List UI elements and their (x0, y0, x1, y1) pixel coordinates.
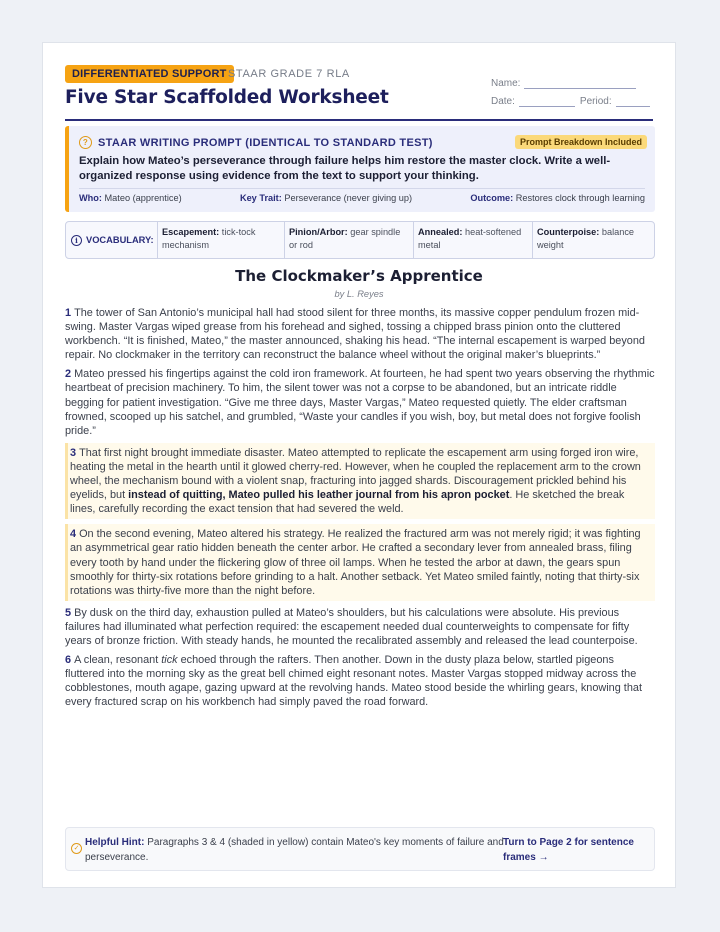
paragraph-number: 3 (70, 446, 77, 459)
paragraph-number: 6 (65, 654, 72, 667)
prompt-breakdown-pill: Prompt Breakdown Included (515, 135, 647, 149)
key-evidence-text: instead of quitting, Mateo pulled his leather journal from his apron pocket (128, 489, 510, 502)
info-icon: i (71, 235, 82, 246)
paragraph-2: 2 Mateo pressed his fingertips against the cold iron framework. At fourteen, he had spent two years observing the rhythmic heartbeat of precision machinery. To him, the silent tower was not a corpse to be abandoned, but an intricate riddle begging for patient investigation. “Give me three days, Master Vargas,” Mateo requested quietly. The elder craftsman frowned, scooped up his satchel, and grumbled, “Waste your candles if you wish, boy, but metal does not forgive foolish pride.” (65, 368, 655, 437)
prompt-outcome: Outcome: Restores clock through learning (470, 193, 645, 203)
prompt-breakdown (79, 188, 645, 203)
story-author: by L. Reyes (334, 289, 384, 299)
student-fields (491, 71, 657, 107)
paragraph-5: 5 By dusk on the third day, exhaustion pulled at Mateo’s shoulders, but his calculations were absolute. His previous failures had illuminated what perfection required: the escapement needed dual counterweights to compensate for fifty years of bronze friction. With steady hands, he mounted the recalibrated assembly and released the lead counterpoise. (65, 606, 638, 647)
vocab-term-annealed: Annealed: heat-softened metal (413, 222, 532, 258)
name-field[interactable] (524, 80, 636, 89)
paragraph-4-highlighted: 4 On the second evening, Mateo altered his strategy. He realized the fractured arm was not merely rigid; it was fighting an asymmetrical gear ratio hidden beneath the center arbor. He crafted a secondary lever from annealed brass, filing every tooth by hand under the flickering glow of three oil lamps. When he tested the arbor at dawn, the gears spun smoothly for thirty-six rotations before grinding to a halt. Another setback. Yet Mateo smiled faintly, noting that thirty-six rotations was thirty-five more than the night before. (65, 524, 655, 600)
paragraph-3-highlighted: 3 That first night brought immediate disaster. Mateo attempted to replicate the escapement arm using forged iron wire, heating the metal in the hearth until it glowed cherry-red. However, when he coupled the replacement arm to the crown wheel, the mechanism bound with a violent snap, fracturing into jagged shards. Discouragement prickled behind his eyelids, but instead of quitting, Mateo pulled his leather journal from his apron pocket. He sketched the break lines, carefully recording the exact tension that had severed the weld. (65, 443, 655, 519)
period-field[interactable] (616, 98, 650, 107)
worksheet-page (42, 42, 676, 888)
vocab-term-escapement: Escapement: tick-tock mechanism (157, 222, 284, 258)
story-text (65, 306, 655, 714)
date-field[interactable] (519, 98, 575, 107)
paragraph-6: 6 A clean, resonant tick echoed through the rafters. Then another. Down in the dusty plaza below, startled pigeons fluttered into the morning sky as the great bell chimed eight resonant notes. Master Vargas stopped midway across the cobblestones, mouth agape, gazing upward at the revolving hands. Mateo stood beside the whirling gears, knowing that every fractured scrap on his workbench had simply paved the road forward. (65, 654, 642, 709)
prompt-key-trait: Key Trait: Perseverance (never giving up) (239, 193, 413, 203)
paragraph-number: 4 (70, 528, 77, 541)
helpful-hint-box (65, 827, 655, 871)
date-label: Date: (491, 96, 515, 107)
page-title: Five Star Scaffolded Worksheet (65, 87, 389, 108)
worksheet-header (65, 63, 653, 121)
prompt-heading-text: STAAR WRITING PROMPT (IDENTICAL TO STANDARD TEST) (98, 136, 433, 149)
vocab-term-pinion-arbor: Pinion/Arbor: gear spindle or rod (284, 222, 413, 258)
writing-prompt-box (65, 126, 655, 212)
prompt-text: Explain how Mateo’s perseverance through failure helps him restore the master clock. Write a well-organized response using evidence from the text to support your thinking. (79, 155, 611, 182)
vocabulary-box (65, 221, 655, 259)
period-label: Period: (579, 96, 612, 107)
paragraph-number: 2 (65, 368, 72, 381)
hint-text: Helpful Hint: Paragraphs 3 & 4 (shaded in yellow) contain Mateo's key moments of failure and perseverance. (85, 837, 504, 863)
paragraph-number: 5 (65, 606, 72, 619)
question-icon: ? (79, 136, 92, 149)
vocabulary-label: i VOCABULARY: (66, 222, 157, 258)
story-title: The Clockmaker’s Apprentice (235, 267, 483, 285)
vocab-term-counterpoise: Counterpoise: balance weight (532, 222, 649, 258)
check-circle-icon: ✓ (71, 843, 82, 854)
prompt-who: Who: Mateo (apprentice) (79, 193, 182, 203)
differentiated-support-badge: DIFFERENTIATED SUPPORT (65, 65, 234, 83)
name-label: Name: (491, 78, 521, 89)
paragraph-1: 1 The tower of San Antonio’s municipal hall had stood silent for three months, its massive copper pendulum frozen mid-swing. Master Vargas wiped grease from his forehead and sighed, tossing a chipped brass pinion onto the cluttered workbench. “It is finished, Mateo,” the master announced, shaking his head. “The internal escapement is warped beyond repair. No clockmaker in the territory can reconstruct the balance wheel without the original maker’s blueprints.” (65, 307, 645, 362)
grade-label: STAAR GRADE 7 RLA (228, 68, 350, 80)
next-page-link[interactable]: Turn to Page 2 for sentence frames → (503, 837, 634, 863)
paragraph-number: 1 (65, 307, 72, 319)
